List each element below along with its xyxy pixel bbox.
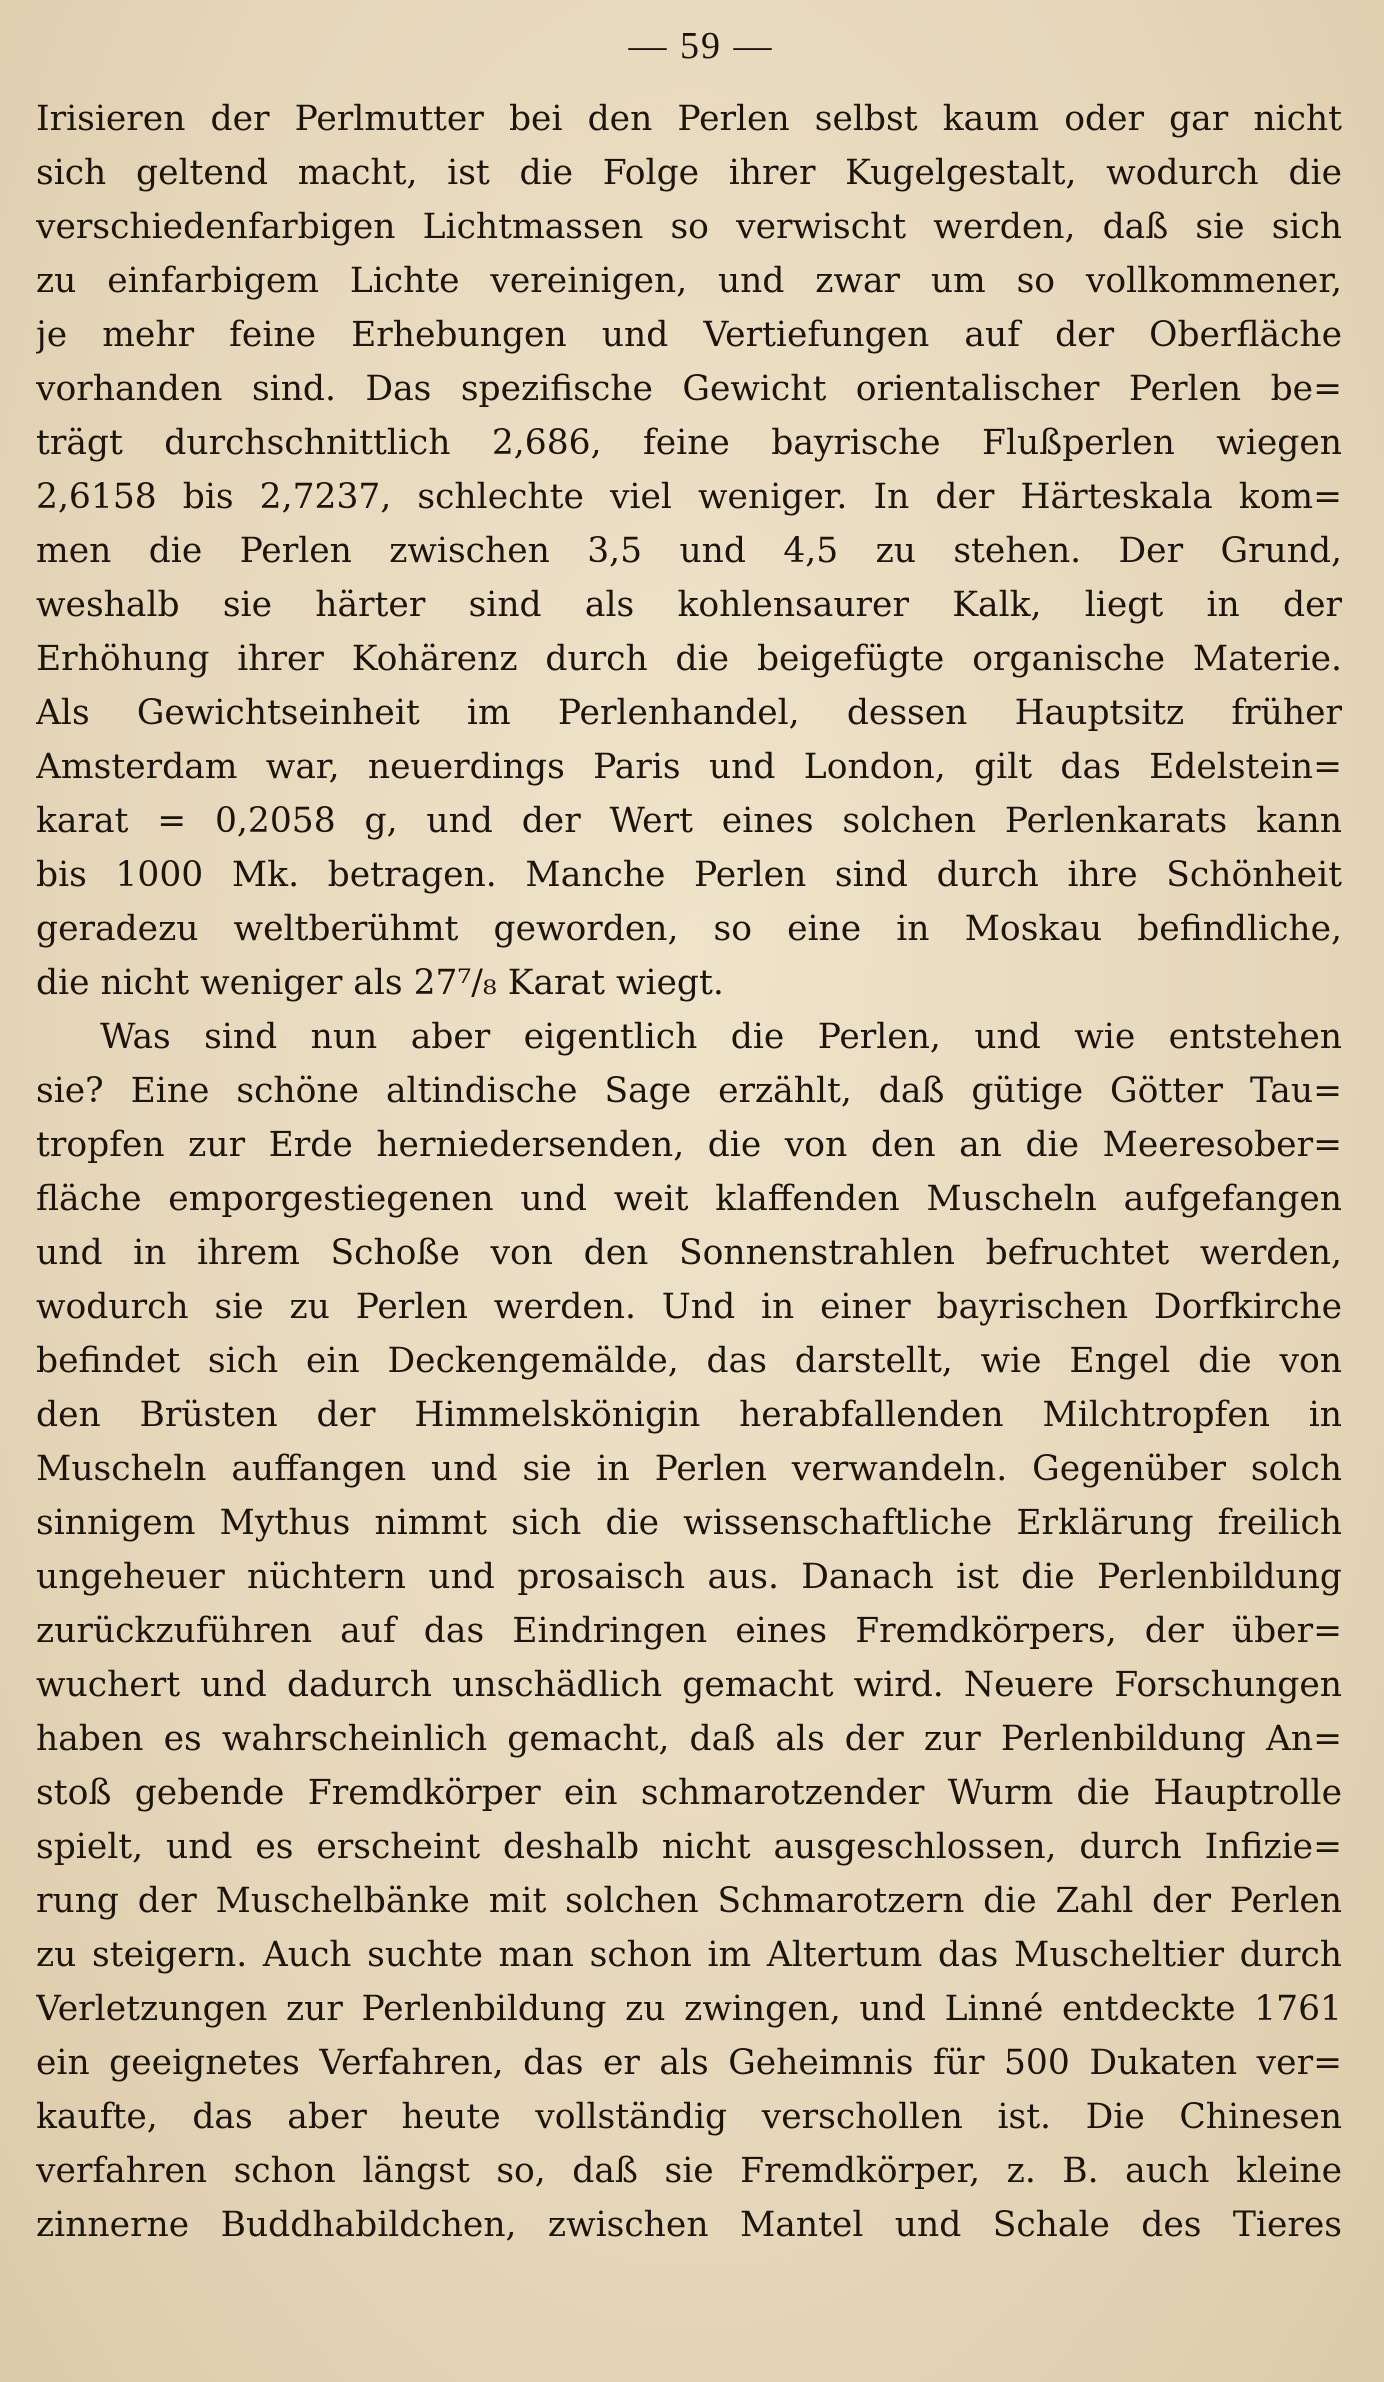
- text-line: die nicht weniger als 27⁷/₈ Karat wiegt.: [36, 963, 724, 1003]
- text-line: Als Gewichtseinheit im Perlenhandel, dessen Hauptsitz früher: [36, 693, 1342, 733]
- text-line: und in ihrem Schoße von den Sonnenstrahlen befruchtet werden,: [36, 1233, 1342, 1273]
- text-line: 2,6158 bis 2,7237, schlechte viel weniger. In der Härteskala kom=: [36, 477, 1342, 517]
- text-line: men die Perlen zwischen 3,5 und 4,5 zu stehen. Der Grund,: [36, 531, 1342, 571]
- text-line: zurückzuführen auf das Eindringen eines Fremdkörpers, der über=: [36, 1611, 1342, 1651]
- text-line: Erhöhung ihrer Kohärenz durch die beigefügte organische Materie.: [36, 639, 1342, 679]
- text-line: trägt durchschnittlich 2,686, feine bayrische Flußperlen wiegen: [36, 423, 1342, 463]
- text-line: Muscheln auffangen und sie in Perlen verwandeln. Gegenüber solch: [36, 1449, 1342, 1489]
- text-line: zu einfarbigem Lichte vereinigen, und zwar um so vollkommener,: [36, 261, 1342, 301]
- text-line: stoß gebende Fremdkörper ein schmarotzender Wurm die Hauptrolle: [36, 1773, 1342, 1813]
- text-line: spielt, und es erscheint deshalb nicht ausgeschlossen, durch Infizie=: [36, 1827, 1342, 1867]
- text-line: Was sind nun aber eigentlich die Perlen, und wie entstehen: [100, 1017, 1342, 1057]
- text-line: verfahren schon längst so, daß sie Fremdkörper, z. B. auch kleine: [36, 2151, 1342, 2191]
- text-line: geradezu weltberühmt geworden, so eine in Moskau befindliche,: [36, 909, 1342, 949]
- text-line: Amsterdam war, neuerdings Paris und London, gilt das Edelstein=: [36, 747, 1342, 787]
- text-line: Verletzungen zur Perlenbildung zu zwingen, und Linné entdeckte 1761: [36, 1989, 1342, 2029]
- text-line: zinnerne Buddhabildchen, zwischen Mantel und Schale des Tieres: [36, 2205, 1342, 2245]
- text-line: befindet sich ein Deckengemälde, das darstellt, wie Engel die von: [36, 1341, 1342, 1381]
- body-text: [36, 92, 1342, 2252]
- text-line: den Brüsten der Himmelskönigin herabfallenden Milchtropfen in: [36, 1395, 1342, 1435]
- text-line: je mehr feine Erhebungen und Vertiefungen auf der Oberfläche: [36, 315, 1342, 355]
- text-line: sich geltend macht, ist die Folge ihrer Kugelgestalt, wodurch die: [36, 153, 1342, 193]
- text-line: zu steigern. Auch suchte man schon im Altertum das Muscheltier durch: [36, 1935, 1342, 1975]
- text-line: kaufte, das aber heute vollständig verschollen ist. Die Chinesen: [36, 2097, 1342, 2137]
- text-line: rung der Muschelbänke mit solchen Schmarotzern die Zahl der Perlen: [36, 1881, 1342, 1921]
- text-line: karat = 0,2058 g, und der Wert eines solchen Perlenkarats kann: [36, 801, 1342, 841]
- text-line: wodurch sie zu Perlen werden. Und in einer bayrischen Dorfkirche: [36, 1287, 1342, 1327]
- text-line: vorhanden sind. Das spezifische Gewicht orientalischer Perlen be=: [36, 369, 1342, 409]
- text-line: haben es wahrscheinlich gemacht, daß als der zur Perlenbildung An=: [36, 1719, 1342, 1759]
- page-number: — 59 —: [628, 25, 774, 67]
- text-line: sinnigem Mythus nimmt sich die wissenschaftliche Erklärung freilich: [36, 1503, 1342, 1543]
- paragraph: [36, 92, 1342, 1010]
- text-line: verschiedenfarbigen Lichtmassen so verwischt werden, daß sie sich: [36, 207, 1342, 247]
- text-line: sie? Eine schöne altindische Sage erzählt, daß gütige Götter Tau=: [36, 1071, 1342, 1111]
- text-line: bis 1000 Mk. betragen. Manche Perlen sind durch ihre Schönheit: [36, 855, 1342, 895]
- text-line: Irisieren der Perlmutter bei den Perlen selbst kaum oder gar nicht: [36, 99, 1342, 139]
- text-line: wuchert und dadurch unschädlich gemacht wird. Neuere Forschungen: [36, 1665, 1342, 1705]
- text-line: ungeheuer nüchtern und prosaisch aus. Danach ist die Perlenbildung: [36, 1557, 1342, 1597]
- text-line: ein geeignetes Verfahren, das er als Geheimnis für 500 Dukaten ver=: [36, 2043, 1342, 2083]
- text-line: weshalb sie härter sind als kohlensaurer Kalk, liegt in der: [36, 585, 1342, 625]
- text-line: fläche emporgestiegenen und weit klaffenden Muscheln aufgefangen: [36, 1179, 1342, 1219]
- text-line: tropfen zur Erde herniedersenden, die von den an die Meeresober=: [36, 1125, 1342, 1165]
- paragraph: [36, 1010, 1342, 2252]
